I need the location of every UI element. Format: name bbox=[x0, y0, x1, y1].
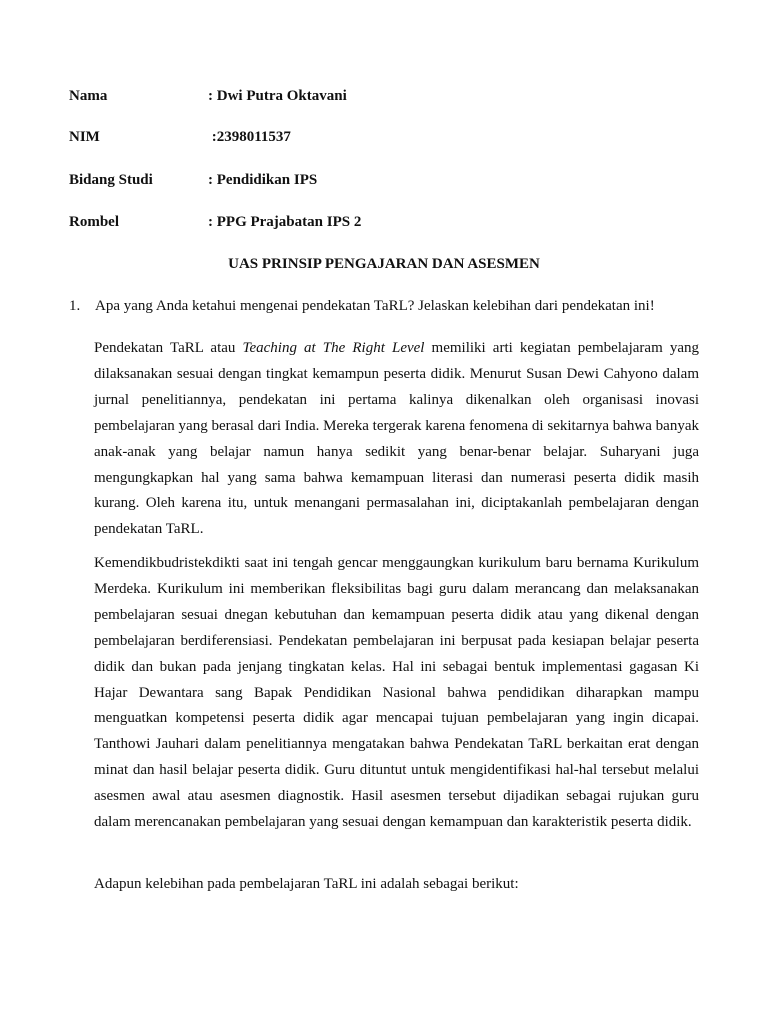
question-text: Apa yang Anda ketahui mengenai pendekatan TaRL? Jelaskan kelebihan dari pendekatan ini! bbox=[95, 298, 655, 314]
identity-label: NIM bbox=[69, 129, 100, 145]
identity-value: : Dwi Putra Oktavani bbox=[208, 88, 347, 104]
italic-term: Teaching at The Right Level bbox=[242, 340, 425, 356]
identity-value: :2398011537 bbox=[208, 129, 291, 145]
identity-label: Bidang Studi bbox=[69, 172, 153, 188]
question-item bbox=[69, 296, 709, 316]
paragraph-text: Pendekatan TaRL atau bbox=[94, 340, 243, 356]
answer-paragraph-3: Adapun kelebihan pada pembelajaran TaRL ini adalah sebagai berikut: bbox=[94, 876, 519, 892]
answer-paragraph-2: Kemendikbudristekdikti saat ini tengah gencar menggaungkan kurikulum baru bernama Kurikulum Merdeka. Kurikulum ini memberikan fleksibilitas bagi guru dalam merancang dan melaksanakan pembelajaran sesuai dnegan kebutuhan dan kemampuan peserta didik atau yang dikenal dengan pembelajaran berdiferensiasi. Pendekatan pembelajaran ini berpusat pada kesiapan belajar peserta didik dan bukan pada jenjang tingkatan kelas. Hal ini sebagai bentuk implementasi gagasan Ki Hajar Dewantara sang Bapak Pendidikan Nasional bahwa pendidikan diharapkan mampu menguatkan kompetensi peserta didik agar mencapai tujuan pembelajaran yang ingin dicapai. Tanthowi Jauhari dalam penelitiannya mengatakan bahwa Pendekatan TaRL berkaitan erat dengan minat dan hasil belajar peserta didik. Guru dituntut untuk mengidentifikasi hal-hal tersebut melalui asesmen awal atau asesmen diagnostik. Hasil asesmen tersebut dijadikan sebagai rujukan guru dalam merencanakan pembelajaran yang sesuai dengan kemampuan dan karakteristik peserta didik. bbox=[94, 555, 699, 831]
identity-label: Rombel bbox=[69, 214, 119, 230]
identity-value: : PPG Prajabatan IPS 2 bbox=[208, 214, 362, 230]
paragraph-text: memiliki arti kegiatan pembelajaram yang dilaksanakan sesuai dengan tingkat kemampun peserta didik. Menurut Susan Dewi Cahyono dalam jurnal penelitiannya, pendekatan ini pertama kalinya dikenalkan oleh organisasi inovasi pembelajaran yang berasal dari India. Mereka tergerak karena fenomena di sekitarnya bahwa banyak anak-anak yang belajar namun hanya sedikit yang benar-benar belajar. Suharyani juga mengungkapkan hal yang sama bahwa kemampuan literasi dan numerasi peserta didik masih kurang. Oleh karena itu, untuk menangani permasalahan ini, diciptakanlah pembelajaran dengan pendekatan TaRL. bbox=[94, 340, 703, 538]
identity-row-rombel bbox=[69, 213, 361, 231]
identity-label: Nama bbox=[69, 88, 108, 104]
identity-row-nama bbox=[69, 87, 347, 105]
question-number: 1. bbox=[69, 298, 81, 314]
identity-value: : Pendidikan IPS bbox=[208, 172, 318, 188]
document-title: UAS PRINSIP PENGAJARAN DAN ASESMEN bbox=[228, 256, 540, 272]
answer-paragraph-1 bbox=[94, 336, 703, 543]
identity-row-bidang-studi bbox=[69, 171, 317, 189]
identity-row-nim bbox=[69, 128, 291, 146]
